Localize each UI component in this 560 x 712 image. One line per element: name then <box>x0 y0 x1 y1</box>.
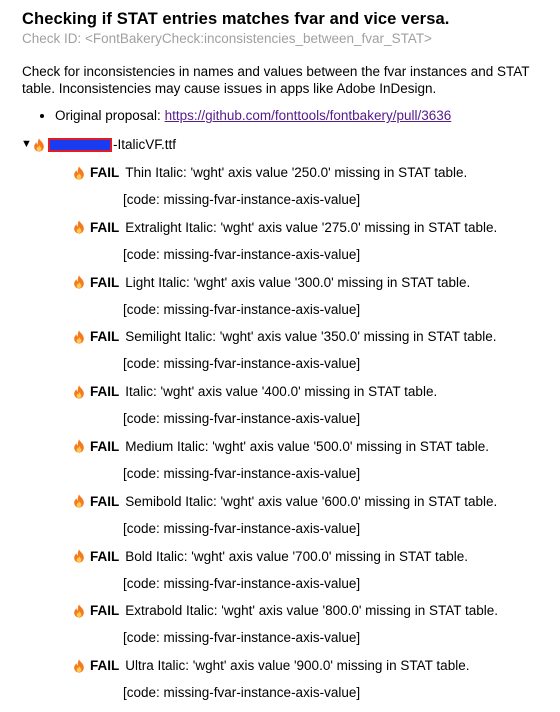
result-item <box>73 328 546 383</box>
fire-icon <box>73 439 85 453</box>
result-code: [code: missing-fvar-instance-axis-value] <box>123 575 361 591</box>
redacted-filename-block <box>48 138 112 152</box>
status-badge: FAIL <box>90 329 120 345</box>
result-line <box>73 328 546 345</box>
check-title: Checking if STAT entries matches fvar and vice versa. <box>22 10 450 28</box>
result-code: [code: missing-fvar-instance-axis-value] <box>123 630 361 646</box>
result-item <box>73 657 546 712</box>
file-summary-toggle[interactable] <box>21 136 546 153</box>
result-line <box>73 219 546 236</box>
fire-icon <box>73 330 85 344</box>
check-id: Check ID: <FontBakeryCheck:inconsistencies_between_fvar_STAT> <box>22 31 432 46</box>
status-badge: FAIL <box>90 658 120 674</box>
status-badge: FAIL <box>90 493 120 509</box>
result-line <box>73 493 546 510</box>
proposal-list <box>22 107 546 124</box>
result-message: Semilight Italic: 'wght' axis value '350.0' missing in STAT table. <box>125 329 497 345</box>
result-item <box>73 438 546 493</box>
results-list <box>22 164 546 712</box>
result-message: Ultra Italic: 'wght' axis value '900.0' missing in STAT table. <box>125 658 470 674</box>
result-message: Bold Italic: 'wght' axis value '700.0' missing in STAT table. <box>125 548 468 564</box>
result-message: Thin Italic: 'wght' axis value '250.0' missing in STAT table. <box>125 165 468 180</box>
status-badge: FAIL <box>90 274 120 290</box>
result-message: Extrabold Italic: 'wght' axis value '800.0' missing in STAT table. <box>125 603 498 619</box>
result-item <box>73 383 546 438</box>
result-code: [code: missing-fvar-instance-axis-value] <box>123 465 361 481</box>
fire-icon <box>73 494 85 508</box>
status-badge: FAIL <box>90 603 120 619</box>
check-description: Check for inconsistencies in names and values between the fvar instances and STAT table. Inconsistencies may cause issues in apps like Adobe InDesign. <box>22 64 530 96</box>
status-badge: FAIL <box>90 438 120 454</box>
result-message: Light Italic: 'wght' axis value '300.0' missing in STAT table. <box>125 274 471 290</box>
status-badge: FAIL <box>90 384 120 400</box>
result-item <box>73 164 546 219</box>
result-item <box>73 548 546 603</box>
result-line <box>73 274 546 291</box>
result-code: [code: missing-fvar-instance-axis-value] <box>123 192 361 207</box>
result-message: Semibold Italic: 'wght' axis value '600.0' missing in STAT table. <box>125 493 498 509</box>
status-badge: FAIL <box>90 165 120 180</box>
fire-icon <box>73 549 85 563</box>
proposal-label: Original proposal: <box>55 108 165 123</box>
status-badge: FAIL <box>90 548 120 564</box>
disclosure-triangle-icon[interactable]: ▼ <box>21 138 32 150</box>
status-badge: FAIL <box>90 219 120 235</box>
result-code: [code: missing-fvar-instance-axis-value] <box>123 356 361 372</box>
fire-icon <box>33 138 45 152</box>
result-code: [code: missing-fvar-instance-axis-value] <box>123 520 361 536</box>
proposal-item <box>55 107 546 124</box>
fire-icon <box>73 385 85 399</box>
result-code: [code: missing-fvar-instance-axis-value] <box>123 685 361 701</box>
result-item <box>73 274 546 329</box>
result-line <box>73 657 546 674</box>
result-item <box>73 219 546 274</box>
result-line <box>73 548 546 565</box>
result-item <box>73 602 546 657</box>
result-code: [code: missing-fvar-instance-axis-value] <box>123 301 361 317</box>
file-name: -ItalicVF.ttf <box>113 137 177 152</box>
result-code: [code: missing-fvar-instance-axis-value] <box>123 246 361 262</box>
result-message: Extralight Italic: 'wght' axis value '275.0' missing in STAT table. <box>125 219 498 235</box>
result-line <box>73 438 546 455</box>
result-item <box>73 493 546 548</box>
result-message: Medium Italic: 'wght' axis value '500.0' missing in STAT table. <box>125 438 489 454</box>
fire-icon <box>73 220 85 234</box>
fire-icon <box>73 604 85 618</box>
result-message: Italic: 'wght' axis value '400.0' missing in STAT table. <box>125 384 438 400</box>
fire-icon <box>73 166 85 180</box>
result-line <box>73 602 546 619</box>
result-line <box>73 383 546 400</box>
fire-icon <box>73 659 85 673</box>
fire-icon <box>73 275 85 289</box>
result-code: [code: missing-fvar-instance-axis-value] <box>123 411 361 427</box>
proposal-link[interactable]: https://github.com/fonttools/fontbakery/pull/3636 <box>164 108 452 123</box>
result-line <box>73 164 546 181</box>
